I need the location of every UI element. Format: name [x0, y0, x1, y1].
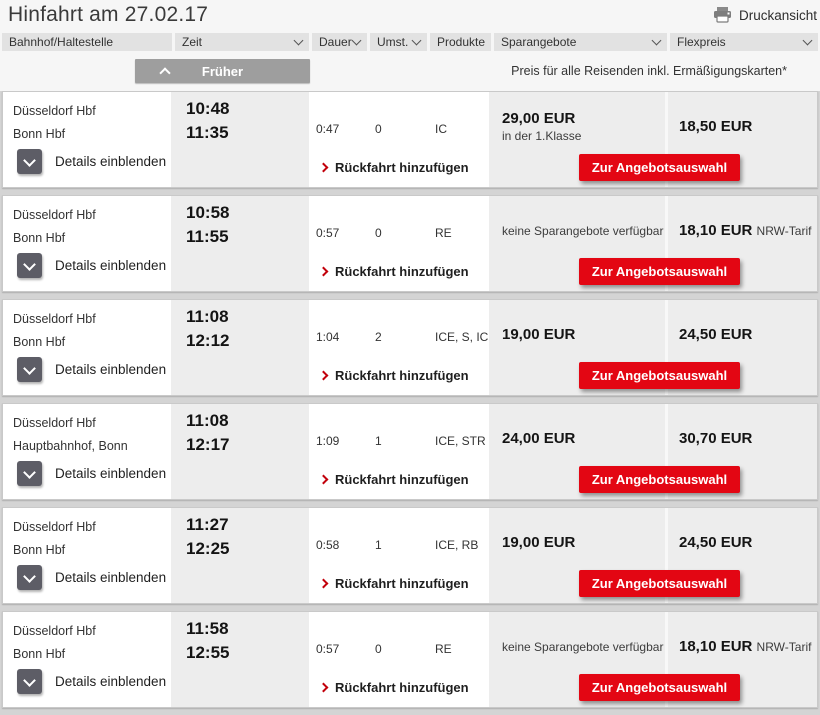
- print-view-label[interactable]: Druckansicht: [738, 7, 817, 23]
- chevron-down-icon: [23, 466, 36, 479]
- chevron-down-icon: [23, 362, 36, 375]
- add-return-link[interactable]: [320, 472, 469, 487]
- arrival-station: Bonn Hbf: [13, 543, 66, 557]
- arrival-time: 11:35: [186, 123, 229, 142]
- saver-note: in der 1.Klasse: [502, 128, 582, 143]
- changes-value: 0: [375, 122, 382, 136]
- arrival-station: Bonn Hbf: [13, 127, 66, 141]
- chevron-down-icon: [652, 36, 662, 46]
- details-toggle[interactable]: [17, 461, 166, 486]
- column-header-changes-label: Umst.: [377, 35, 409, 49]
- flex-cell-content: [668, 92, 817, 150]
- chevron-down-icon: [412, 36, 422, 46]
- departure-time: 11:27: [186, 515, 229, 534]
- column-header-time[interactable]: [175, 33, 309, 51]
- earlier-button[interactable]: [135, 59, 310, 83]
- add-return-link[interactable]: [320, 576, 469, 591]
- saver-note: keine Sparangebote verfügbar: [502, 640, 664, 654]
- column-header-products-label: Produkte: [437, 35, 486, 49]
- chevron-down-icon: [23, 154, 36, 167]
- offer-select-button[interactable]: Zur Angebotsauswahl: [579, 258, 740, 285]
- details-toggle[interactable]: [17, 357, 166, 382]
- offer-select-button[interactable]: Zur Angebotsauswahl: [579, 362, 740, 389]
- products-value: IC: [435, 122, 447, 136]
- offer-select-button[interactable]: Zur Angebotsauswahl: [579, 674, 740, 701]
- column-header-time-label: Zeit: [182, 35, 203, 49]
- saver-cell-content: [489, 92, 665, 150]
- chevron-down-icon: [23, 570, 36, 583]
- add-return-link[interactable]: [320, 680, 469, 695]
- arrival-time: 12:12: [186, 331, 230, 350]
- details-expand-button[interactable]: [17, 565, 42, 590]
- saver-price: 19,00 EUR: [502, 533, 576, 551]
- details-expand-button[interactable]: [17, 461, 42, 486]
- departure-station: Düsseldorf Hbf: [13, 416, 96, 430]
- changes-value: 1: [375, 538, 382, 552]
- flex-cell-content: [668, 612, 817, 670]
- products-value: ICE, STR: [435, 434, 486, 448]
- connection-row: [2, 403, 818, 500]
- flex-cell-content: [668, 300, 817, 358]
- toolbar-row: [0, 51, 820, 91]
- arrival-station: Hauptbahnhof, Bonn: [13, 439, 128, 453]
- add-return-label[interactable]: Rückfahrt hinzufügen: [335, 160, 469, 175]
- connection-row: [2, 507, 818, 604]
- chevron-down-icon: [352, 36, 362, 46]
- details-label[interactable]: Details einblenden: [55, 466, 167, 481]
- flex-cell-content: [668, 196, 817, 254]
- flex-price: [679, 534, 752, 551]
- column-header-saver-label: Sparangebote: [501, 35, 577, 49]
- connection-row: [2, 91, 818, 188]
- products-value: ICE, S, IC: [435, 330, 489, 344]
- saver-price: 19,00 EUR: [502, 325, 576, 343]
- arrival-time: 11:55: [186, 227, 229, 246]
- add-return-link[interactable]: [320, 368, 469, 383]
- add-return-link[interactable]: [320, 160, 469, 175]
- title-row: [0, 0, 820, 33]
- details-expand-button[interactable]: [17, 669, 42, 694]
- chevron-down-icon: [294, 36, 304, 46]
- add-return-label[interactable]: Rückfahrt hinzufügen: [335, 368, 469, 383]
- connection-row: [2, 195, 818, 292]
- chevron-right-icon: [319, 267, 329, 277]
- departure-station: Düsseldorf Hbf: [13, 208, 96, 222]
- duration-value: 0:57: [316, 642, 340, 656]
- flex-price-value: 18,50 EUR: [679, 117, 753, 135]
- column-header-row: [2, 33, 820, 51]
- column-header-station[interactable]: [2, 33, 172, 51]
- page-title: Hinfahrt am 27.02.17: [8, 3, 209, 26]
- saver-note: keine Sparangebote verfügbar: [502, 224, 664, 238]
- saver-cell-content: [489, 612, 665, 670]
- chevron-right-icon: [319, 475, 329, 485]
- duration-value: 0:58: [316, 538, 340, 552]
- details-label[interactable]: Details einblenden: [55, 154, 167, 169]
- details-label[interactable]: Details einblenden: [55, 362, 167, 377]
- add-return-label[interactable]: Rückfahrt hinzufügen: [335, 576, 469, 591]
- arrival-station: Bonn Hbf: [13, 335, 66, 349]
- chevron-right-icon: [319, 371, 329, 381]
- arrival-station: Bonn Hbf: [13, 647, 66, 661]
- flex-price: [679, 430, 752, 447]
- flex-cell-content: [668, 508, 817, 566]
- changes-value: 0: [375, 642, 382, 656]
- changes-value: 0: [375, 226, 382, 240]
- offer-select-button[interactable]: Zur Angebotsauswahl: [579, 154, 740, 181]
- flex-price: [679, 118, 752, 135]
- flex-price-value: 24,50 EUR: [679, 533, 753, 551]
- details-toggle[interactable]: [17, 149, 166, 174]
- flex-price: [679, 326, 752, 343]
- details-expand-button[interactable]: [17, 357, 42, 382]
- details-expand-button[interactable]: [17, 253, 42, 278]
- column-header-station-label: Bahnhof/Haltestelle: [9, 35, 114, 49]
- saver-cell-content: [489, 300, 665, 358]
- arrival-time: 12:55: [186, 643, 230, 662]
- page-header: [0, 0, 820, 91]
- offer-select-button[interactable]: Zur Angebotsauswahl: [579, 466, 740, 493]
- flex-price: [679, 638, 811, 655]
- changes-value: 1: [375, 434, 382, 448]
- departure-station: Düsseldorf Hbf: [13, 312, 96, 326]
- departure-station: Düsseldorf Hbf: [13, 104, 96, 118]
- offer-select-button[interactable]: Zur Angebotsauswahl: [579, 570, 740, 597]
- saver-price: 29,00 EUR: [502, 109, 576, 127]
- departure-station: Düsseldorf Hbf: [13, 624, 96, 638]
- print-view-link[interactable]: [713, 7, 817, 23]
- flex-price-value: 24,50 EUR: [679, 325, 753, 343]
- connection-row: [2, 611, 818, 708]
- flex-price: [679, 222, 811, 239]
- chevron-down-icon: [803, 36, 813, 46]
- column-header-flex-fare[interactable]: [670, 33, 818, 51]
- connection-row: [2, 299, 818, 396]
- departure-time: 11:08: [186, 307, 229, 326]
- add-return-label[interactable]: Rückfahrt hinzufügen: [335, 264, 469, 279]
- chevron-right-icon: [319, 163, 329, 173]
- products-value: RE: [435, 642, 452, 656]
- arrival-time: 12:17: [186, 435, 230, 454]
- add-return-link[interactable]: [320, 264, 469, 279]
- flex-price-value: 18,10 EUR: [679, 221, 753, 239]
- chevron-down-icon: [23, 674, 36, 687]
- flex-price-value: 18,10 EUR: [679, 637, 753, 655]
- duration-value: 0:47: [316, 122, 340, 136]
- flex-price-value: 30,70 EUR: [679, 429, 753, 447]
- earlier-button-label: Früher: [201, 63, 244, 79]
- details-toggle[interactable]: [17, 253, 166, 278]
- details-expand-button[interactable]: [17, 149, 42, 174]
- chevron-down-icon: [23, 258, 36, 271]
- flex-note: NRW-Tarif: [756, 639, 812, 654]
- column-header-products[interactable]: [430, 33, 491, 51]
- printer-icon[interactable]: [713, 7, 732, 23]
- details-label[interactable]: Details einblenden: [55, 570, 167, 585]
- duration-value: 0:57: [316, 226, 340, 240]
- saver-price: 24,00 EUR: [502, 429, 576, 447]
- departure-station: Düsseldorf Hbf: [13, 520, 96, 534]
- departure-time: 11:08: [186, 411, 229, 430]
- column-header-duration[interactable]: [312, 33, 367, 51]
- saver-cell-content: [489, 508, 665, 566]
- column-header-changes[interactable]: [370, 33, 427, 51]
- departure-time: 10:48: [186, 99, 230, 118]
- arrival-time: 12:25: [186, 539, 230, 558]
- chevron-right-icon: [319, 683, 329, 693]
- add-return-label[interactable]: Rückfahrt hinzufügen: [335, 680, 469, 695]
- column-header-flex-label: Flexpreis: [677, 35, 726, 49]
- details-label[interactable]: Details einblenden: [55, 674, 167, 689]
- saver-cell-content: [489, 404, 665, 462]
- details-toggle[interactable]: [17, 565, 166, 590]
- results-list: [0, 91, 820, 708]
- changes-value: 2: [375, 330, 382, 344]
- saver-cell-content: [489, 196, 665, 254]
- products-value: ICE, RB: [435, 538, 479, 552]
- duration-value: 1:04: [316, 330, 340, 344]
- price-note: Preis für alle Reisenden inkl. Ermäßigungskarten*: [511, 64, 787, 78]
- column-header-duration-label: Dauer: [319, 35, 352, 49]
- products-value: RE: [435, 226, 452, 240]
- departure-time: 10:58: [186, 203, 230, 222]
- details-label[interactable]: Details einblenden: [55, 258, 167, 273]
- flex-cell-content: [668, 404, 817, 462]
- column-header-saver-fares[interactable]: [494, 33, 667, 51]
- add-return-label[interactable]: Rückfahrt hinzufügen: [335, 472, 469, 487]
- departure-time: 11:58: [186, 619, 229, 638]
- chevron-right-icon: [319, 579, 329, 589]
- duration-value: 1:09: [316, 434, 340, 448]
- arrival-station: Bonn Hbf: [13, 231, 66, 245]
- details-toggle[interactable]: [17, 669, 166, 694]
- flex-note: NRW-Tarif: [756, 223, 812, 238]
